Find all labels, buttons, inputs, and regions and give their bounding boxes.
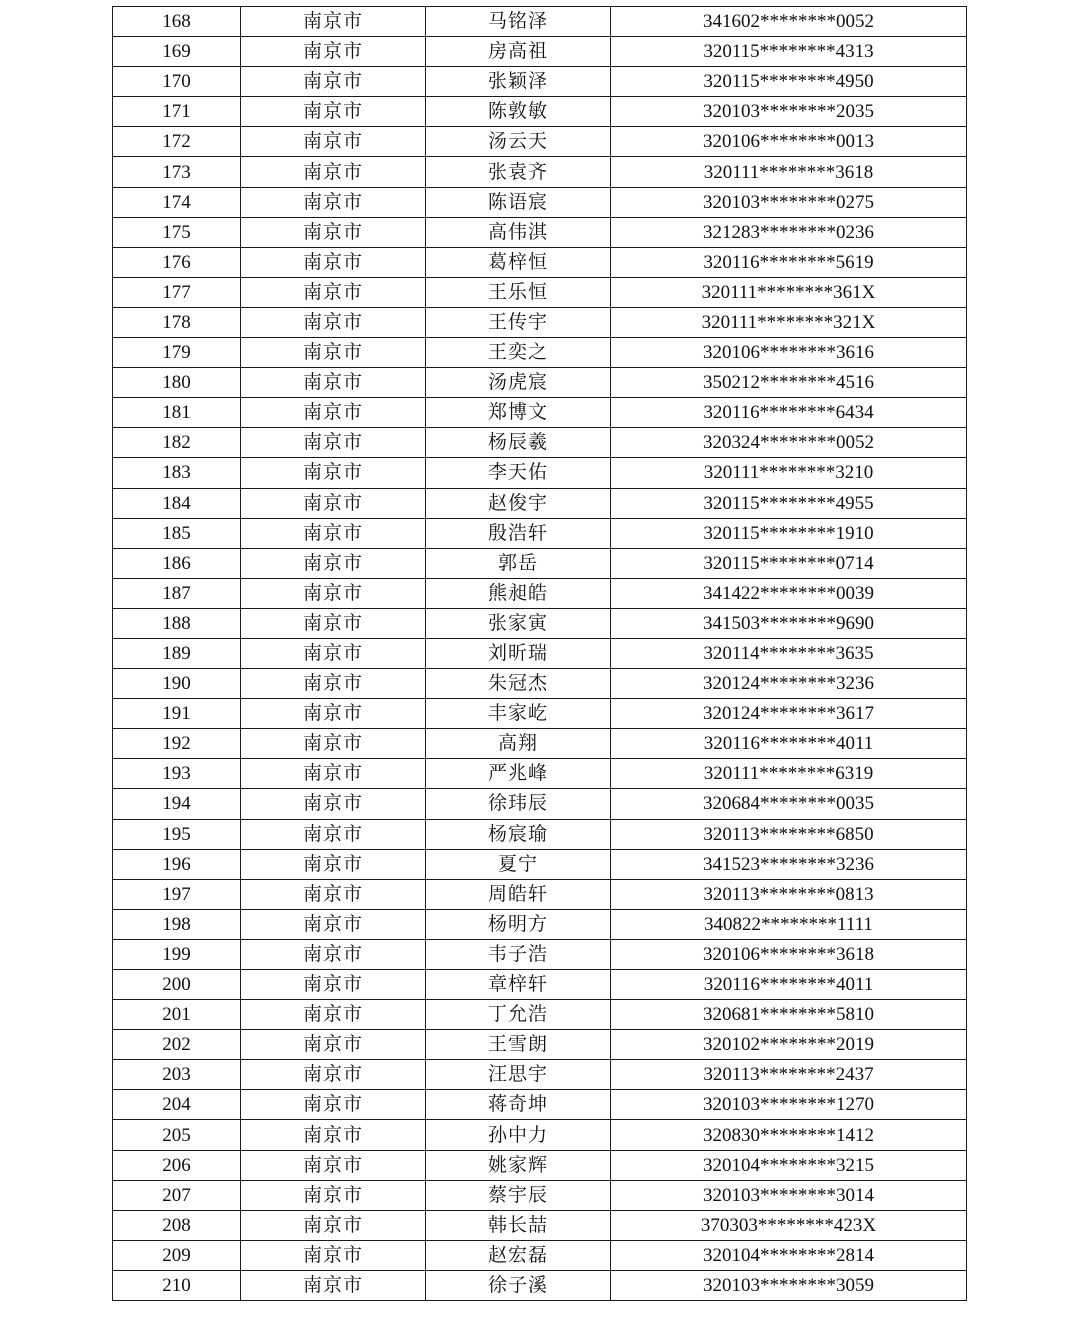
table-row: [113, 1240, 967, 1270]
name-cell: 徐子溪: [426, 1270, 611, 1300]
id-number-cell: 320116********4011: [611, 729, 967, 759]
roster-table-body: [113, 7, 967, 1301]
city-cell: 南京市: [241, 247, 426, 277]
table-row: [113, 548, 967, 578]
city-cell: 南京市: [241, 1240, 426, 1270]
table-row: [113, 819, 967, 849]
name-cell: 陈语宸: [426, 187, 611, 217]
row-number-cell: 205: [113, 1120, 241, 1150]
row-number-cell: 189: [113, 638, 241, 668]
table-row: [113, 1060, 967, 1090]
id-number-cell: 320115********4313: [611, 37, 967, 67]
city-cell: 南京市: [241, 127, 426, 157]
table-row: [113, 1000, 967, 1030]
id-number-cell: 320684********0035: [611, 789, 967, 819]
name-cell: 王乐恒: [426, 277, 611, 307]
row-number-cell: 196: [113, 849, 241, 879]
id-number-cell: 320115********4955: [611, 488, 967, 518]
city-cell: 南京市: [241, 338, 426, 368]
city-cell: 南京市: [241, 699, 426, 729]
id-number-cell: 350212********4516: [611, 368, 967, 398]
city-cell: 南京市: [241, 729, 426, 759]
city-cell: 南京市: [241, 1030, 426, 1060]
table-row: [113, 277, 967, 307]
name-cell: 王奕之: [426, 338, 611, 368]
row-number-cell: 207: [113, 1180, 241, 1210]
city-cell: 南京市: [241, 1060, 426, 1090]
id-number-cell: 320103********3059: [611, 1270, 967, 1300]
row-number-cell: 168: [113, 7, 241, 37]
id-number-cell: 320324********0052: [611, 428, 967, 458]
row-number-cell: 178: [113, 307, 241, 337]
name-cell: 杨宸瑜: [426, 819, 611, 849]
id-number-cell: 320124********3617: [611, 699, 967, 729]
row-number-cell: 180: [113, 368, 241, 398]
table-row: [113, 1180, 967, 1210]
city-cell: 南京市: [241, 518, 426, 548]
table-row: [113, 939, 967, 969]
row-number-cell: 193: [113, 759, 241, 789]
row-number-cell: 173: [113, 157, 241, 187]
row-number-cell: 177: [113, 277, 241, 307]
table-row: [113, 217, 967, 247]
table-row: [113, 518, 967, 548]
id-number-cell: 320115********1910: [611, 518, 967, 548]
city-cell: 南京市: [241, 789, 426, 819]
city-cell: 南京市: [241, 157, 426, 187]
row-number-cell: 191: [113, 699, 241, 729]
row-number-cell: 197: [113, 879, 241, 909]
name-cell: 孙中力: [426, 1120, 611, 1150]
name-cell: 汤云天: [426, 127, 611, 157]
name-cell: 赵宏磊: [426, 1240, 611, 1270]
city-cell: 南京市: [241, 67, 426, 97]
city-cell: 南京市: [241, 849, 426, 879]
id-number-cell: 320113********2437: [611, 1060, 967, 1090]
row-number-cell: 192: [113, 729, 241, 759]
name-cell: 马铭泽: [426, 7, 611, 37]
id-number-cell: 320102********2019: [611, 1030, 967, 1060]
row-number-cell: 169: [113, 37, 241, 67]
table-row: [113, 1150, 967, 1180]
id-number-cell: 320116********6434: [611, 398, 967, 428]
city-cell: 南京市: [241, 759, 426, 789]
table-row: [113, 247, 967, 277]
row-number-cell: 186: [113, 548, 241, 578]
id-number-cell: 341523********3236: [611, 849, 967, 879]
table-row: [113, 37, 967, 67]
table-row: [113, 1120, 967, 1150]
name-cell: 汪思宇: [426, 1060, 611, 1090]
id-number-cell: 320113********6850: [611, 819, 967, 849]
city-cell: 南京市: [241, 669, 426, 699]
row-number-cell: 199: [113, 939, 241, 969]
name-cell: 郭岳: [426, 548, 611, 578]
name-cell: 郑博文: [426, 398, 611, 428]
table-row: [113, 67, 967, 97]
row-number-cell: 190: [113, 669, 241, 699]
name-cell: 张家寅: [426, 608, 611, 638]
name-cell: 徐玮辰: [426, 789, 611, 819]
table-row: [113, 638, 967, 668]
table-row: [113, 1210, 967, 1240]
id-number-cell: 320115********4950: [611, 67, 967, 97]
table-row: [113, 127, 967, 157]
name-cell: 王传宇: [426, 307, 611, 337]
city-cell: 南京市: [241, 939, 426, 969]
row-number-cell: 206: [113, 1150, 241, 1180]
name-cell: 严兆峰: [426, 759, 611, 789]
id-number-cell: 320124********3236: [611, 669, 967, 699]
city-cell: 南京市: [241, 1150, 426, 1180]
id-number-cell: 320111********6319: [611, 759, 967, 789]
city-cell: 南京市: [241, 1090, 426, 1120]
name-cell: 汤虎宸: [426, 368, 611, 398]
table-row: [113, 488, 967, 518]
table-row: [113, 608, 967, 638]
row-number-cell: 202: [113, 1030, 241, 1060]
row-number-cell: 209: [113, 1240, 241, 1270]
table-row: [113, 729, 967, 759]
table-row: [113, 97, 967, 127]
table-row: [113, 970, 967, 1000]
table-row: [113, 879, 967, 909]
id-number-cell: 320111********361X: [611, 277, 967, 307]
name-cell: 丁允浩: [426, 1000, 611, 1030]
id-number-cell: 320106********0013: [611, 127, 967, 157]
table-row: [113, 1030, 967, 1060]
row-number-cell: 185: [113, 518, 241, 548]
city-cell: 南京市: [241, 638, 426, 668]
id-number-cell: 320114********3635: [611, 638, 967, 668]
city-cell: 南京市: [241, 428, 426, 458]
row-number-cell: 171: [113, 97, 241, 127]
table-row: [113, 578, 967, 608]
table-row: [113, 157, 967, 187]
name-cell: 陈敦敏: [426, 97, 611, 127]
table-row: [113, 7, 967, 37]
city-cell: 南京市: [241, 368, 426, 398]
id-number-cell: 341422********0039: [611, 578, 967, 608]
name-cell: 丰家屹: [426, 699, 611, 729]
table-row: [113, 458, 967, 488]
row-number-cell: 210: [113, 1270, 241, 1300]
name-cell: 杨明方: [426, 909, 611, 939]
name-cell: 张袁齐: [426, 157, 611, 187]
row-number-cell: 172: [113, 127, 241, 157]
row-number-cell: 188: [113, 608, 241, 638]
id-number-cell: 320103********1270: [611, 1090, 967, 1120]
row-number-cell: 181: [113, 398, 241, 428]
city-cell: 南京市: [241, 7, 426, 37]
id-number-cell: 341602********0052: [611, 7, 967, 37]
table-row: [113, 1270, 967, 1300]
city-cell: 南京市: [241, 398, 426, 428]
table-row: [113, 1090, 967, 1120]
table-row: [113, 307, 967, 337]
row-number-cell: 198: [113, 909, 241, 939]
id-number-cell: 320103********2035: [611, 97, 967, 127]
city-cell: 南京市: [241, 1210, 426, 1240]
city-cell: 南京市: [241, 37, 426, 67]
city-cell: 南京市: [241, 970, 426, 1000]
table-row: [113, 849, 967, 879]
id-number-cell: 320111********3618: [611, 157, 967, 187]
city-cell: 南京市: [241, 909, 426, 939]
id-number-cell: 320111********3210: [611, 458, 967, 488]
name-cell: 张颖泽: [426, 67, 611, 97]
city-cell: 南京市: [241, 819, 426, 849]
name-cell: 韩长喆: [426, 1210, 611, 1240]
city-cell: 南京市: [241, 608, 426, 638]
id-number-cell: 320115********0714: [611, 548, 967, 578]
id-number-cell: 370303********423X: [611, 1210, 967, 1240]
name-cell: 王雪朗: [426, 1030, 611, 1060]
table-row: [113, 669, 967, 699]
roster-table: [112, 6, 967, 1301]
row-number-cell: 175: [113, 217, 241, 247]
name-cell: 蔡宇辰: [426, 1180, 611, 1210]
id-number-cell: 320111********321X: [611, 307, 967, 337]
city-cell: 南京市: [241, 1000, 426, 1030]
name-cell: 高翔: [426, 729, 611, 759]
row-number-cell: 187: [113, 578, 241, 608]
row-number-cell: 208: [113, 1210, 241, 1240]
name-cell: 夏宁: [426, 849, 611, 879]
id-number-cell: 320116********5619: [611, 247, 967, 277]
table-row: [113, 428, 967, 458]
table-row: [113, 909, 967, 939]
row-number-cell: 176: [113, 247, 241, 277]
id-number-cell: 320104********3215: [611, 1150, 967, 1180]
row-number-cell: 195: [113, 819, 241, 849]
row-number-cell: 204: [113, 1090, 241, 1120]
name-cell: 朱冠杰: [426, 669, 611, 699]
city-cell: 南京市: [241, 1180, 426, 1210]
city-cell: 南京市: [241, 458, 426, 488]
row-number-cell: 174: [113, 187, 241, 217]
id-number-cell: 320106********3618: [611, 939, 967, 969]
id-number-cell: 321283********0236: [611, 217, 967, 247]
id-number-cell: 341503********9690: [611, 608, 967, 638]
table-row: [113, 789, 967, 819]
city-cell: 南京市: [241, 217, 426, 247]
name-cell: 刘昕瑞: [426, 638, 611, 668]
city-cell: 南京市: [241, 548, 426, 578]
table-row: [113, 368, 967, 398]
id-number-cell: 320116********4011: [611, 970, 967, 1000]
city-cell: 南京市: [241, 1120, 426, 1150]
name-cell: 章梓轩: [426, 970, 611, 1000]
row-number-cell: 184: [113, 488, 241, 518]
id-number-cell: 340822********1111: [611, 909, 967, 939]
city-cell: 南京市: [241, 187, 426, 217]
name-cell: 杨辰羲: [426, 428, 611, 458]
roster-table-container: [112, 6, 966, 1301]
name-cell: 蒋奇坤: [426, 1090, 611, 1120]
name-cell: 熊昶皓: [426, 578, 611, 608]
name-cell: 葛梓恒: [426, 247, 611, 277]
id-number-cell: 320681********5810: [611, 1000, 967, 1030]
id-number-cell: 320113********0813: [611, 879, 967, 909]
row-number-cell: 183: [113, 458, 241, 488]
id-number-cell: 320830********1412: [611, 1120, 967, 1150]
name-cell: 韦子浩: [426, 939, 611, 969]
row-number-cell: 200: [113, 970, 241, 1000]
row-number-cell: 203: [113, 1060, 241, 1090]
name-cell: 房高祖: [426, 37, 611, 67]
city-cell: 南京市: [241, 879, 426, 909]
city-cell: 南京市: [241, 307, 426, 337]
table-row: [113, 759, 967, 789]
name-cell: 姚家辉: [426, 1150, 611, 1180]
row-number-cell: 182: [113, 428, 241, 458]
name-cell: 周皓轩: [426, 879, 611, 909]
city-cell: 南京市: [241, 277, 426, 307]
row-number-cell: 170: [113, 67, 241, 97]
name-cell: 李天佑: [426, 458, 611, 488]
name-cell: 高伟淇: [426, 217, 611, 247]
id-number-cell: 320103********3014: [611, 1180, 967, 1210]
table-row: [113, 398, 967, 428]
id-number-cell: 320104********2814: [611, 1240, 967, 1270]
id-number-cell: 320106********3616: [611, 338, 967, 368]
id-number-cell: 320103********0275: [611, 187, 967, 217]
name-cell: 殷浩轩: [426, 518, 611, 548]
name-cell: 赵俊宇: [426, 488, 611, 518]
row-number-cell: 201: [113, 1000, 241, 1030]
city-cell: 南京市: [241, 488, 426, 518]
city-cell: 南京市: [241, 97, 426, 127]
table-row: [113, 338, 967, 368]
city-cell: 南京市: [241, 1270, 426, 1300]
row-number-cell: 179: [113, 338, 241, 368]
row-number-cell: 194: [113, 789, 241, 819]
table-row: [113, 187, 967, 217]
table-row: [113, 699, 967, 729]
city-cell: 南京市: [241, 578, 426, 608]
